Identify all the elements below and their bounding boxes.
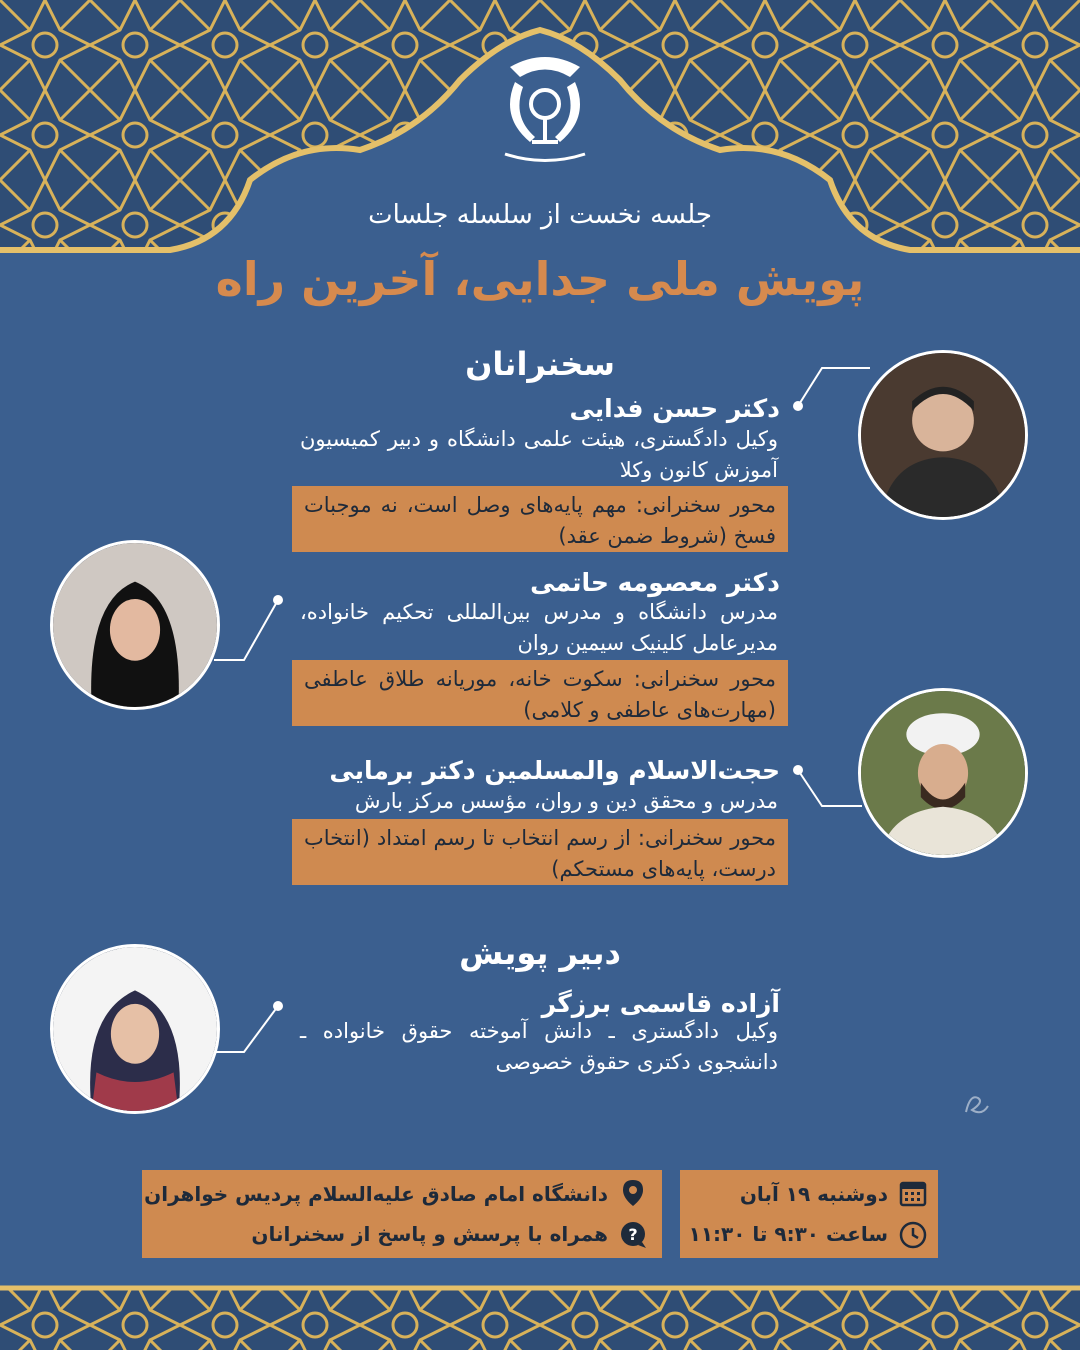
speaker-1-photo: [858, 350, 1028, 520]
location-pin-icon: [618, 1178, 648, 1208]
moderator-description: وکیل دادگستری ـ دانش آموخته حقوق خانواده ـ دانشجوی دکتری حقوق خصوصی: [300, 1019, 778, 1074]
speaker-2-description: مدرس دانشگاه و مدرس بین‌المللی تحکیم خانواده، مدیرعامل کلینیک سیمین روان: [300, 600, 778, 655]
event-title: پویش ملی جدایی، آخرین راه: [215, 252, 865, 306]
svg-text:?: ?: [628, 1225, 638, 1244]
speaker-3-photo: [858, 688, 1028, 858]
question-bubble-icon: [618, 1220, 648, 1250]
geometric-pattern-bottom: [0, 1280, 1080, 1350]
event-subtitle: جلسه نخست از سلسله جلسات: [368, 200, 712, 230]
speaker-3-name: حجت‌الاسلام والمسلمین دکتر برمایی: [329, 756, 780, 785]
venue-text: دانشگاه امام صادق علیه‌السلام پردیس خواهران: [144, 1182, 608, 1206]
speaker-2-topic: محور سخنرانی: سکوت خانه، موریانه طلاق عاطفی (مهارت‌های عاطفی و کلامی): [292, 660, 788, 726]
date-text: دوشنبه ۱۹ آبان: [739, 1182, 888, 1206]
speaker-3-topic: محور سخنرانی: از رسم انتخاب تا رسم امتداد (انتخاب درست، پایه‌های مستحکم): [292, 819, 788, 885]
signature-mark-icon: [958, 1086, 994, 1122]
calendar-icon: [898, 1178, 928, 1208]
speaker-2-name: دکتر معصومه حاتمی: [530, 568, 780, 597]
moderator-photo: [50, 944, 220, 1114]
speakers-heading: سخنرانان: [465, 345, 615, 383]
time-text: ساعت ۹:۳۰ تا ۱۱:۳۰: [688, 1222, 888, 1246]
clock-icon: [898, 1220, 928, 1250]
qa-text: همراه با پرسش و پاسخ از سخنرانان: [251, 1222, 608, 1246]
speaker-2-photo: [50, 540, 220, 710]
speaker-1-description: وکیل دادگستری، هیئت علمی دانشگاه و دبیر کمیسیون آموزش کانون وکلا: [300, 427, 778, 482]
moderator-name: آزاده قاسمی برزگر: [541, 989, 780, 1018]
association-logo: [490, 42, 600, 172]
speaker-1-topic: محور سخنرانی: مهم پایه‌های وصل است، نه موجبات فسخ (شروط ضمن عقد): [292, 486, 788, 552]
speaker-3-description: مدرس و محقق دین و روان، مؤسس مرکز بارش: [354, 789, 778, 813]
speaker-1-name: دکتر حسن فدایی: [569, 394, 780, 423]
moderator-heading: دبیر پویش: [459, 934, 621, 972]
